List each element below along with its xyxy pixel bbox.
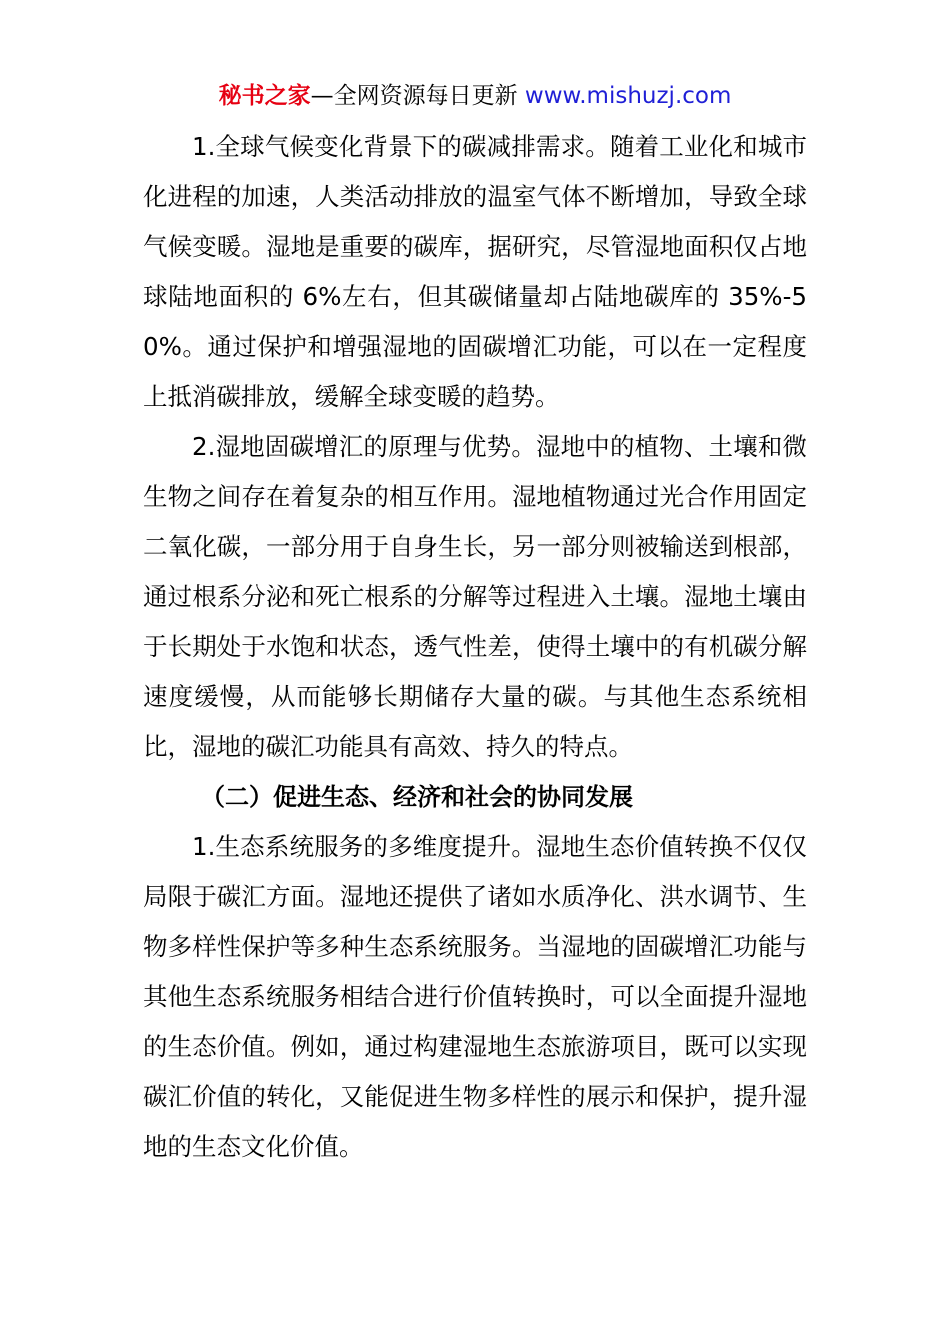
paragraph-ecosystem-services: 1.生态系统服务的多维度提升。湿地生态价值转换不仅仅局限于碳汇方面。湿地还提供了诸如水质净化、洪水调节、生物多样性保护等多种生态系统服务。当湿地的固碳增汇功能与其他生态系统服务相结合进行价值转换时，可以全面提升湿地的生态价值。例如，通过构建湿地生态旅游项目，既可以实现碳汇价值的转化，又能促进生物多样性的展示和保护，提升湿地的生态文化价值。 xyxy=(143,832,807,1161)
paragraph-sequestration-principle: 2.湿地固碳增汇的原理与优势。湿地中的植物、土壤和微生物之间存在着复杂的相互作用。湿地植物通过光合作用固定二氧化碳，一部分用于自身生长，另一部分则被输送到根部，通过根系分泌和死亡根系的分解等过程进入土壤。湿地土壤由于长期处于水饱和状态，透气性差，使得土壤中的有机碳分解速度缓慢，从而能够长期储存大量的碳。与其他生态系统相比，湿地的碳汇功能具有高效、持久的特点。 xyxy=(143,432,807,761)
site-url-link[interactable]: www.mishuzj.com xyxy=(524,83,732,109)
site-brand: 秘书之家 xyxy=(218,83,311,109)
site-header xyxy=(0,80,950,112)
site-tagline: —全网资源每日更新 xyxy=(310,83,518,109)
section-heading: （二）促进生态、经济和社会的协同发展 xyxy=(201,783,633,811)
document-body xyxy=(143,122,807,1172)
paragraph-carbon-reduction: 1.全球气候变化背景下的碳减排需求。随着工业化和城市化进程的加速，人类活动排放的温室气体不断增加，导致全球气候变暖。湿地是重要的碳库，据研究，尽管湿地面积仅占地球陆地面积的 6%左右，但其碳储量却占陆地碳库的 35%-50%。通过保护和增强湿地的固碳增汇功能，可以在一定程度上抵消碳排放，缓解全球变暖的趋势。 xyxy=(143,132,807,411)
